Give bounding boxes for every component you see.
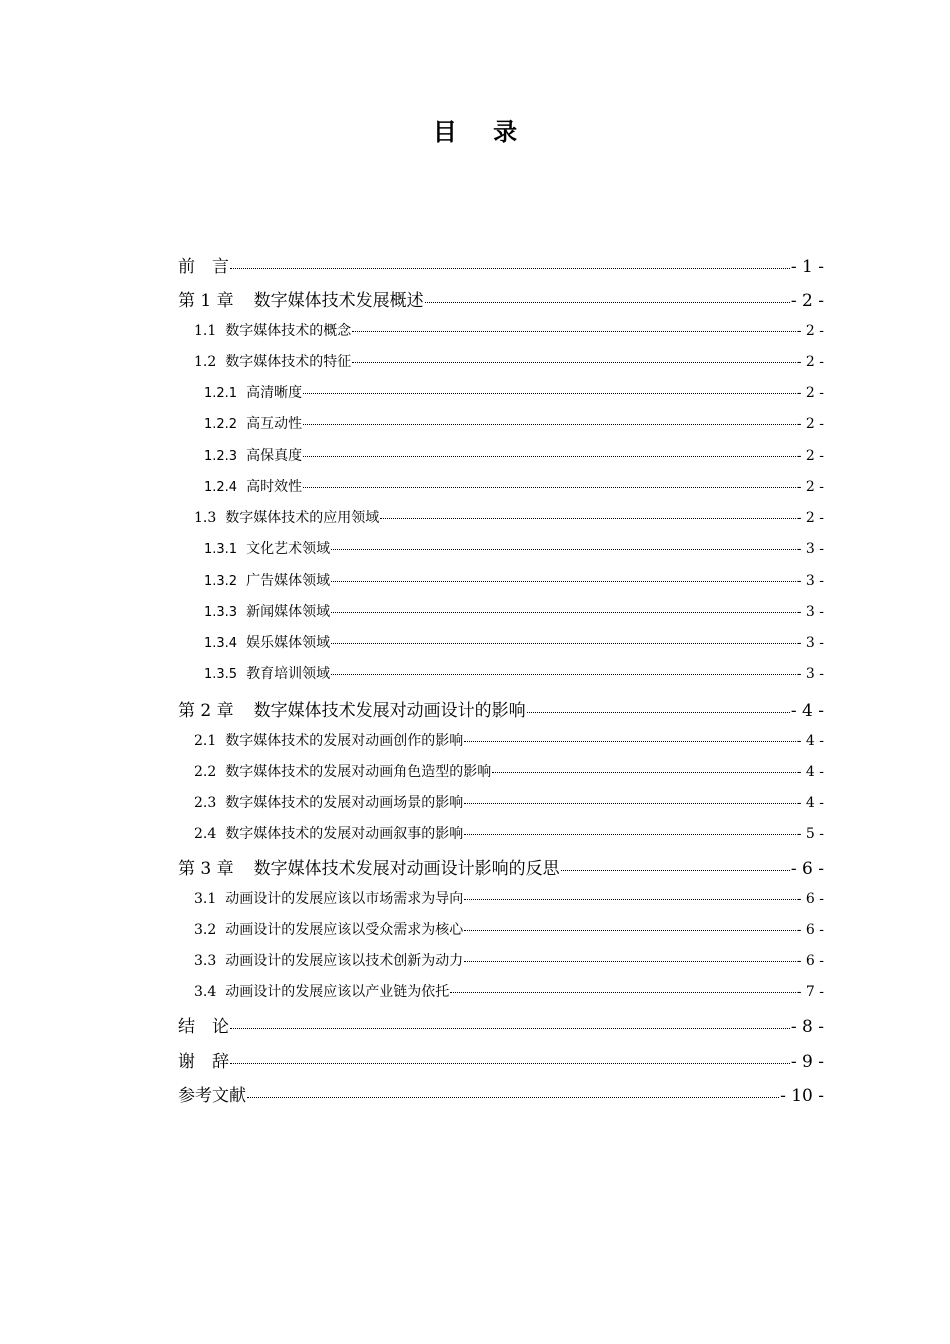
toc-entry[interactable] <box>178 1012 824 1037</box>
toc-entry[interactable] <box>178 570 824 590</box>
leader-dots <box>450 992 795 993</box>
toc-entry[interactable] <box>178 476 824 496</box>
toc-entry-title: 文化艺术领域 <box>246 541 331 557</box>
toc-entry[interactable] <box>178 445 824 465</box>
leader-dots <box>492 772 795 773</box>
leader-dots <box>230 1063 790 1064</box>
toc-entry[interactable] <box>178 823 824 843</box>
page-title: 目 录 <box>432 117 532 146</box>
toc-page-number: - 4 - <box>790 701 824 721</box>
toc-entry[interactable] <box>178 538 824 558</box>
leader-dots <box>331 549 796 550</box>
toc-entry-title: 数字媒体技术的发展对动画角色造型的影响 <box>225 764 492 780</box>
toc-page-number: - 6 - <box>796 953 824 969</box>
toc-page-number: - 3 - <box>796 604 824 620</box>
toc-entry-title: 数字媒体技术的应用领域 <box>225 510 380 526</box>
toc-page-number: - 9 - <box>790 1052 824 1072</box>
toc-entry-title: 动画设计的发展应该以市场需求为导向 <box>225 891 464 907</box>
leader-dots <box>464 741 795 742</box>
toc-entry[interactable] <box>178 382 824 402</box>
toc-entry[interactable] <box>178 696 824 721</box>
toc-page-number: - 2 - <box>796 416 824 432</box>
leader-dots <box>464 899 795 900</box>
toc-entry[interactable] <box>178 1047 824 1072</box>
toc-entry-title: 数字媒体技术的发展对动画创作的影响 <box>225 733 464 749</box>
toc-page-number: - 7 - <box>796 984 824 1000</box>
leader-dots <box>527 712 790 713</box>
toc-entry-title: 高清晰度 <box>246 385 303 401</box>
toc-entry-title: 数字媒体技术的发展对动画场景的影响 <box>225 795 464 811</box>
toc-entry-title: 参考文献 <box>178 1086 246 1106</box>
leader-dots <box>464 834 795 835</box>
toc-page-number: - 4 - <box>796 764 824 780</box>
toc-entry-number: 1.3.2 <box>204 574 238 589</box>
leader-dots <box>303 393 796 394</box>
leader-dots <box>464 803 795 804</box>
leader-dots <box>352 362 795 363</box>
toc-entry-title: 结 论 <box>178 1017 229 1037</box>
leader-dots <box>464 930 795 931</box>
toc-entry[interactable] <box>178 919 824 939</box>
toc-entry[interactable] <box>178 854 824 879</box>
leader-dots <box>561 870 790 871</box>
toc-page-number: - 6 - <box>796 922 824 938</box>
toc-entry-number: 1.2 <box>194 354 217 370</box>
toc-entry-title: 数字媒体技术的特征 <box>225 354 352 370</box>
leader-dots <box>230 268 790 269</box>
toc-entry-number: 第 2 章 <box>178 701 234 721</box>
toc-page-number: - 4 - <box>796 733 824 749</box>
toc-page-number: - 2 - <box>796 354 824 370</box>
toc-entry-title: 娱乐媒体领域 <box>246 635 331 651</box>
toc-entry[interactable] <box>178 950 824 970</box>
toc-page-number: - 2 - <box>796 385 824 401</box>
toc-entry[interactable] <box>178 730 824 750</box>
toc-entry-title: 广告媒体领域 <box>246 573 331 589</box>
leader-dots <box>247 1097 779 1098</box>
toc-entry-number: 3.4 <box>194 984 217 1000</box>
toc-entry-title: 教育培训领域 <box>246 666 331 682</box>
toc-page-number: - 6 - <box>790 859 824 879</box>
toc-entry-title: 数字媒体技术发展概述 <box>253 291 424 311</box>
toc-entry-number: 1.1 <box>194 323 217 339</box>
toc-entry-title: 动画设计的发展应该以技术创新为动力 <box>225 953 464 969</box>
leader-dots <box>303 456 796 457</box>
toc-entry-title: 数字媒体技术的概念 <box>225 323 352 339</box>
leader-dots <box>464 961 795 962</box>
leader-dots <box>331 674 796 675</box>
toc-entry-number: 2.4 <box>194 826 217 842</box>
toc-entry-number: 1.2.3 <box>204 449 238 464</box>
toc-entry-title: 动画设计的发展应该以产业链为依托 <box>225 984 450 1000</box>
toc-entry-title: 数字媒体技术发展对动画设计的影响 <box>253 701 526 721</box>
toc-entry-number: 1.3.5 <box>204 667 238 682</box>
toc-page-number: - 2 - <box>796 510 824 526</box>
toc-entry[interactable] <box>178 601 824 621</box>
toc-page-number: - 2 - <box>796 323 824 339</box>
toc-page-number: - 8 - <box>790 1017 824 1037</box>
toc-page-number: - 6 - <box>796 891 824 907</box>
toc-entry[interactable] <box>178 252 824 277</box>
toc-entry-number: 3.1 <box>194 891 217 907</box>
leader-dots <box>380 518 795 519</box>
toc-entry[interactable] <box>178 663 824 683</box>
toc-entry-number: 1.3.4 <box>204 636 238 651</box>
toc-entry[interactable] <box>178 507 824 527</box>
toc-entry-number: 3.2 <box>194 922 217 938</box>
leader-dots <box>331 643 796 644</box>
toc-entry[interactable] <box>178 761 824 781</box>
toc-page-number: - 3 - <box>796 666 824 682</box>
toc-entry-number: 3.3 <box>194 953 217 969</box>
toc-page-number: - 2 - <box>796 479 824 495</box>
toc-entry[interactable] <box>178 792 824 812</box>
toc-entry-title: 高互动性 <box>246 416 303 432</box>
toc-page-number: - 10 - <box>780 1086 824 1106</box>
toc-entry[interactable] <box>178 632 824 652</box>
toc-entry[interactable] <box>178 286 824 311</box>
leader-dots <box>230 1028 790 1029</box>
toc-entry-number: 1.2.2 <box>204 417 238 432</box>
toc-entry-title: 新闻媒体领域 <box>246 604 331 620</box>
leader-dots <box>352 331 795 332</box>
toc-entry-number: 1.3.1 <box>204 542 238 557</box>
toc-entry-number: 2.1 <box>194 733 217 749</box>
toc-entry-number: 1.2.1 <box>204 386 238 401</box>
leader-dots <box>331 581 796 582</box>
toc-entry[interactable] <box>178 413 824 433</box>
toc-entry-title: 谢 辞 <box>178 1052 229 1072</box>
toc-entry-title: 数字媒体技术发展对动画设计影响的反思 <box>253 859 560 879</box>
toc-entry-number: 2.3 <box>194 795 217 811</box>
toc-entry-number: 2.2 <box>194 764 217 780</box>
toc-page-number: - 3 - <box>796 573 824 589</box>
leader-dots <box>303 487 796 488</box>
toc-page-number: - 4 - <box>796 795 824 811</box>
toc-entry-number: 1.3.3 <box>204 605 238 620</box>
toc-page-number: - 5 - <box>796 826 824 842</box>
toc-entry-title: 前 言 <box>178 257 229 277</box>
leader-dots <box>331 612 796 613</box>
toc-entry-title: 高保真度 <box>246 448 303 464</box>
toc-page-number: - 3 - <box>796 635 824 651</box>
toc-entry-title: 数字媒体技术的发展对动画叙事的影响 <box>225 826 464 842</box>
toc-page-number: - 2 - <box>790 291 824 311</box>
toc-entry[interactable] <box>178 1081 824 1106</box>
toc-entry-title: 高时效性 <box>246 479 303 495</box>
toc-entry[interactable] <box>178 981 824 1001</box>
toc-entry-number: 1.2.4 <box>204 480 238 495</box>
toc-entry[interactable] <box>178 320 824 340</box>
toc-page-number: - 2 - <box>796 448 824 464</box>
toc-entry-number: 第 3 章 <box>178 859 234 879</box>
toc-page-number: - 3 - <box>796 541 824 557</box>
toc-entry[interactable] <box>178 888 824 908</box>
leader-dots <box>425 302 790 303</box>
toc-page-number: - 1 - <box>790 257 824 277</box>
leader-dots <box>303 424 796 425</box>
toc-entry[interactable] <box>178 351 824 371</box>
toc-entry-number: 1.3 <box>194 510 217 526</box>
toc-entry-number: 第 1 章 <box>178 291 234 311</box>
toc-entry-title: 动画设计的发展应该以受众需求为核心 <box>225 922 464 938</box>
